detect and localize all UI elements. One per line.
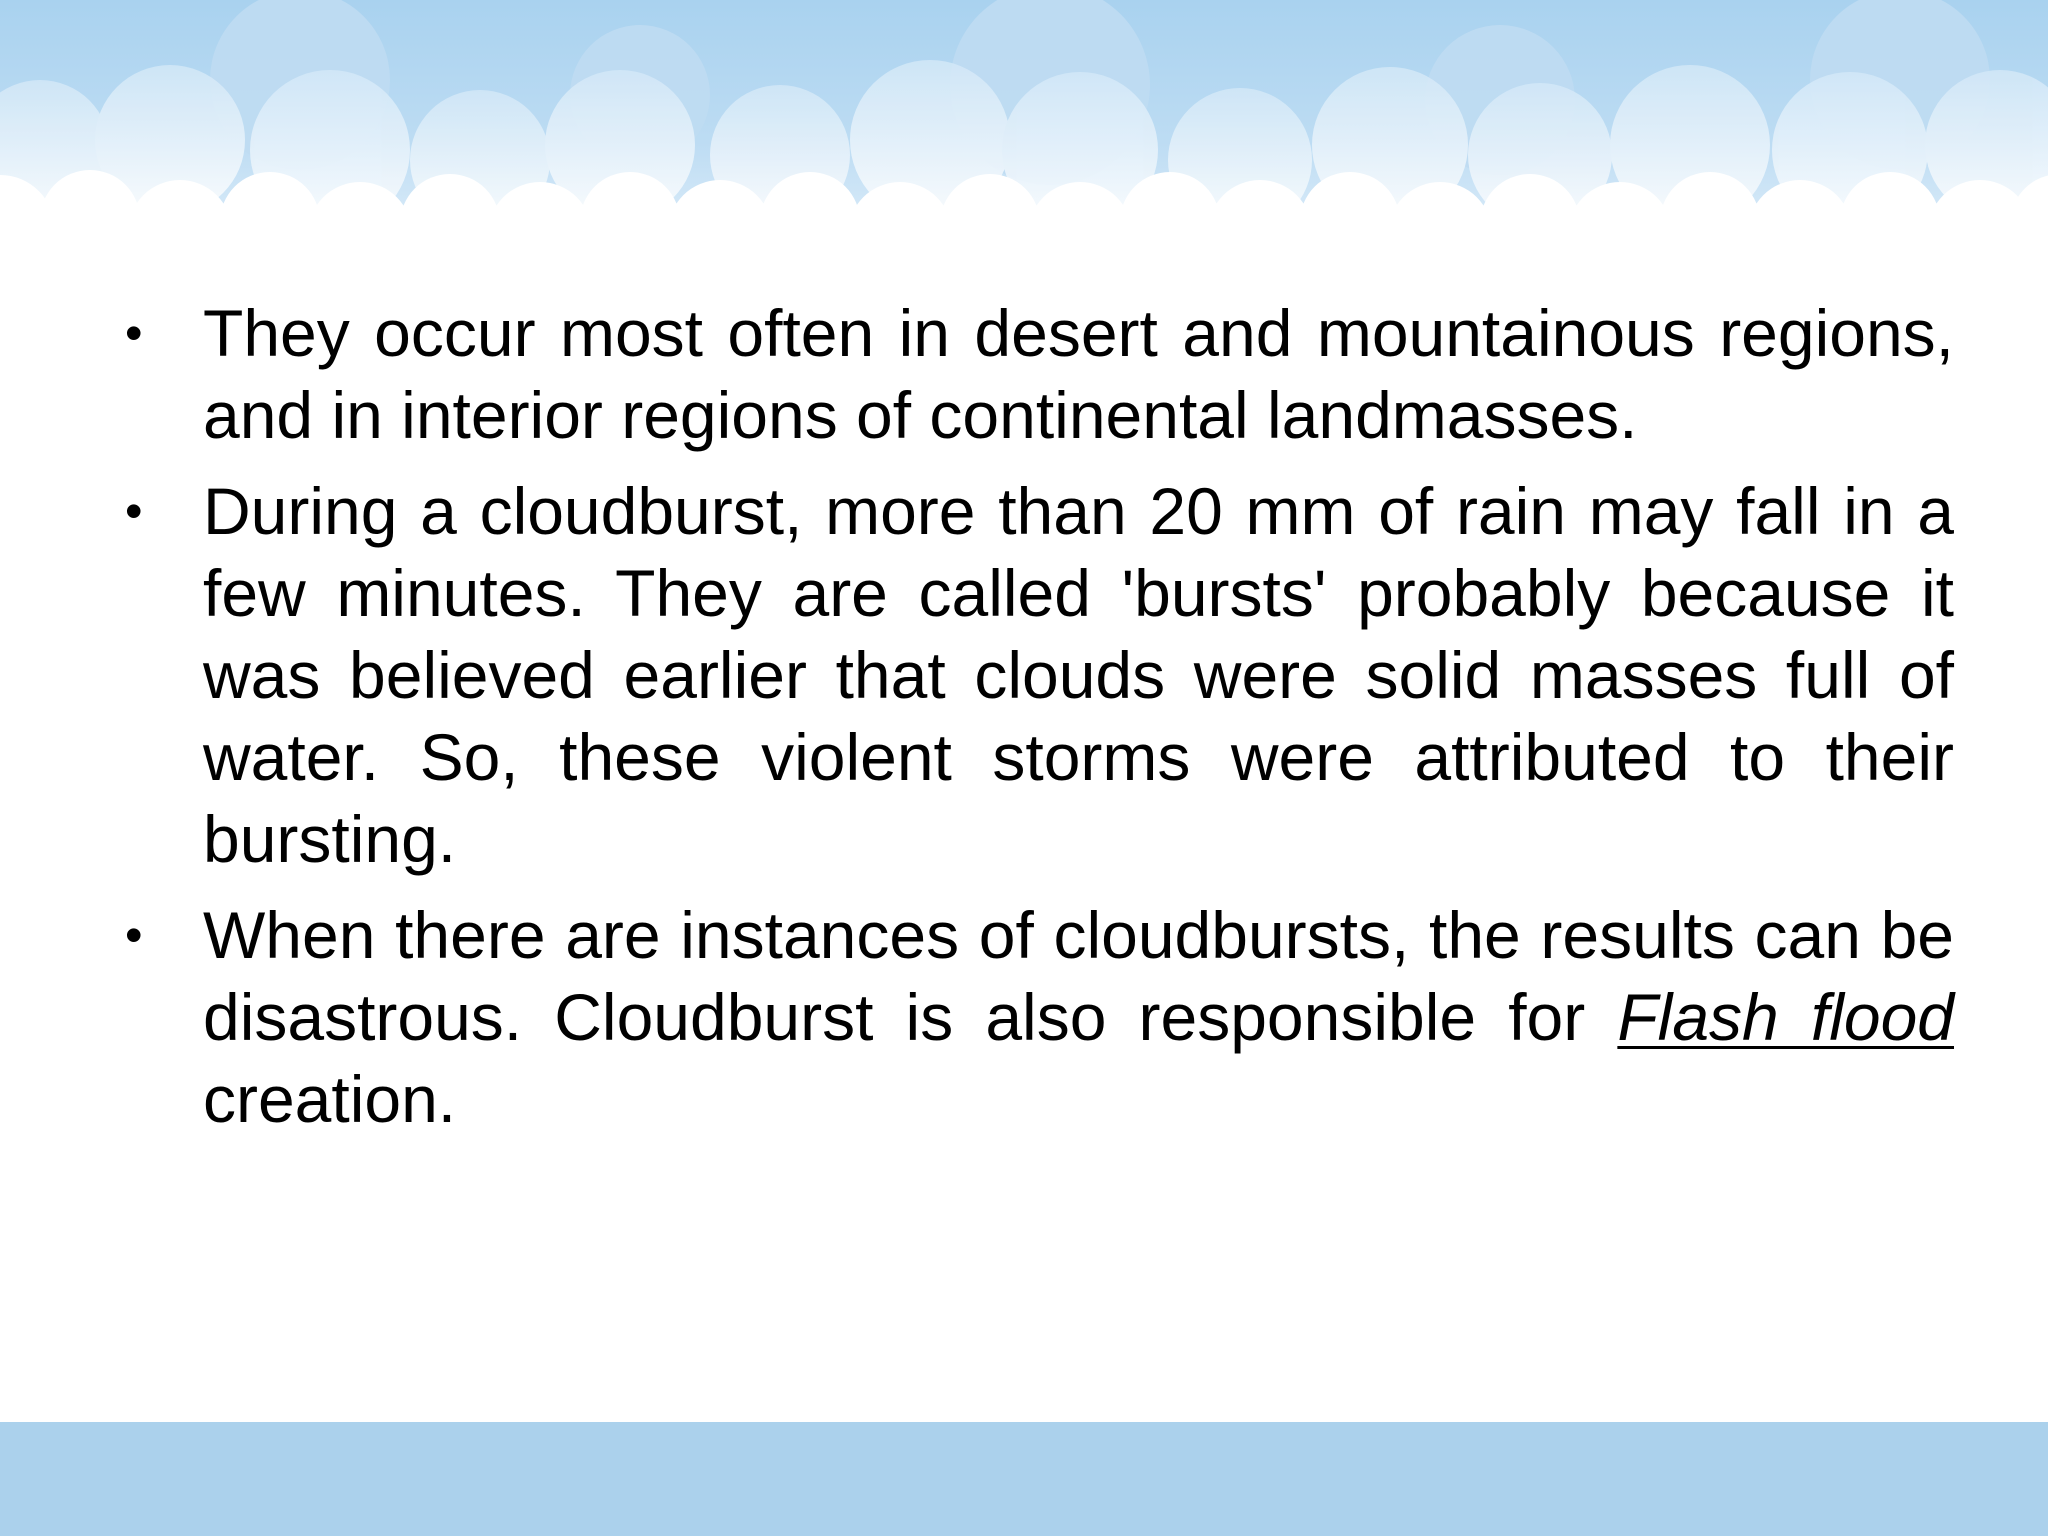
- bullet-list: [120, 292, 1954, 1140]
- bullet-dot-icon: •: [125, 483, 143, 539]
- bullet-dot-icon: •: [125, 907, 143, 963]
- bullet-dot-icon: •: [125, 305, 143, 361]
- sky-cloud-header: [0, 0, 2048, 260]
- cloud-banner-graphic: [0, 0, 2048, 260]
- bullet-text: [203, 894, 1954, 1140]
- bullet-item-occurrence: [120, 292, 1954, 456]
- bullet-text-before-link: When there are instances of cloudbursts, the results can be disastrous. Cloudburst is also responsible for: [203, 898, 1954, 1054]
- footer-band: [0, 1422, 2048, 1536]
- bullet-text-after-link: creation.: [203, 1062, 457, 1136]
- bullet-item-consequences: [120, 894, 1954, 1140]
- bullet-text: During a cloudburst, more than 20 mm of rain may fall in a few minutes. They are called 'bursts' probably because it was believed earlier that clouds were solid masses full of water. So, these violent storms were attributed to their bursting.: [203, 474, 1954, 876]
- bullet-text: They occur most often in desert and mountainous regions, and in interior regions of continental landmasses.: [203, 296, 1954, 452]
- flash-flood-link[interactable]: Flash flood: [1617, 980, 1954, 1054]
- slide-body: [120, 292, 1954, 1154]
- bullet-item-rainfall: [120, 470, 1954, 880]
